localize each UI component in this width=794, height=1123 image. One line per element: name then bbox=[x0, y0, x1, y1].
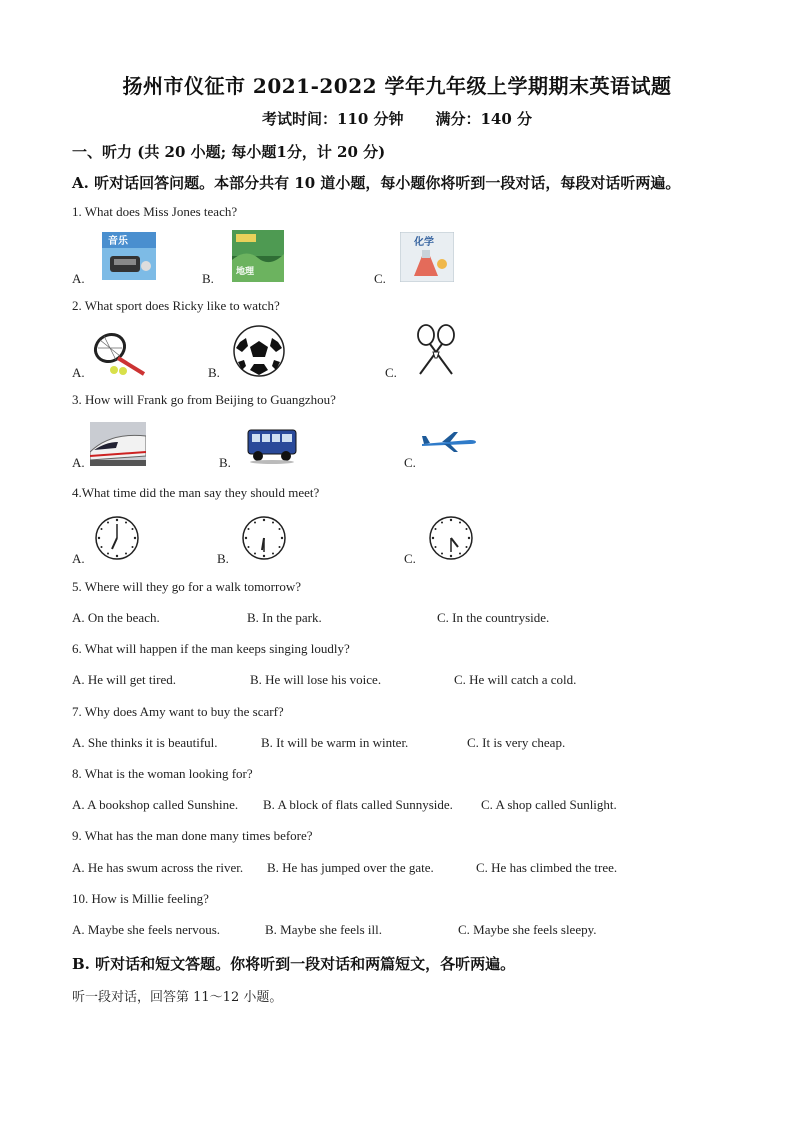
question-1: 1. What does Miss Jones teach? bbox=[72, 204, 238, 219]
part-b-instructions: B. 听对话和短文答题。你将听到一段对话和两篇短文，各听两遍。 bbox=[72, 955, 516, 973]
page-title: 扬州市仪征市 2021-2022 学年九年级上学期期末英语试题 bbox=[122, 74, 672, 98]
option-10b: B. Maybe she feels ill. bbox=[265, 922, 382, 937]
tennis-racket-icon bbox=[92, 330, 148, 382]
option-2b: B. bbox=[208, 365, 220, 380]
option-7a: A. She thinks it is beautiful. bbox=[72, 735, 218, 750]
option-1c: C. bbox=[374, 271, 386, 286]
option-8a: A. A bookshop called Sunshine. bbox=[72, 797, 239, 812]
question-9: 9. What has the man done many times before? bbox=[72, 828, 313, 843]
option-5a: A. On the beach. bbox=[72, 610, 160, 625]
bus-icon bbox=[246, 426, 298, 468]
question-3: 3. How will Frank go from Beijing to Guangzhou? bbox=[72, 392, 336, 407]
option-9c: C. He has climbed the tree. bbox=[476, 860, 618, 875]
question-5: 5. Where will they go for a walk tomorrow? bbox=[72, 579, 301, 594]
option-1a: A. bbox=[72, 271, 85, 286]
exam-time: 考试时间：110 分钟 bbox=[261, 110, 404, 128]
book-label: 地理 bbox=[236, 267, 255, 277]
book-label: 音乐 bbox=[108, 236, 128, 247]
option-2c: C. bbox=[385, 365, 397, 380]
option-8c: C. A shop called Sunlight. bbox=[481, 797, 617, 812]
question-7: 7. Why does Amy want to buy the scarf? bbox=[72, 704, 284, 719]
option-8b: B. A block of flats called Sunnyside. bbox=[263, 797, 453, 812]
question-2: 2. What sport does Ricky like to watch? bbox=[72, 298, 280, 313]
geography-textbook-icon bbox=[232, 230, 284, 286]
option-3b: B. bbox=[219, 455, 231, 470]
option-6c: C. He will catch a cold. bbox=[454, 672, 577, 687]
option-7b: B. It will be warm in winter. bbox=[261, 735, 409, 750]
option-6b: B. He will lose his voice. bbox=[250, 672, 382, 687]
clock-icon bbox=[241, 515, 287, 565]
chemistry-textbook-icon bbox=[400, 232, 454, 286]
option-10a: A. Maybe she feels nervous. bbox=[72, 922, 221, 937]
book-label: 化学 bbox=[414, 237, 434, 248]
section-heading: 一、听力 (共 20 小题; 每小题1分，计 20 分) bbox=[72, 143, 386, 161]
option-7c: C. It is very cheap. bbox=[467, 735, 566, 750]
option-1b: B. bbox=[202, 271, 214, 286]
option-9b: B. He has jumped over the gate. bbox=[267, 860, 434, 875]
question-4: 4.What time did the man say they should meet? bbox=[72, 485, 320, 500]
option-3c: C. bbox=[404, 455, 416, 470]
option-6a: A. He will get tired. bbox=[72, 672, 176, 687]
part-b-note: 听一段对话，回答第 11～12 小题。 bbox=[72, 990, 283, 1005]
high-speed-train-icon bbox=[90, 422, 146, 470]
exam-info bbox=[0, 108, 794, 129]
question-10: 10. How is Millie feeling? bbox=[72, 891, 209, 906]
clock-icon bbox=[94, 515, 140, 565]
clock-icon bbox=[428, 515, 474, 565]
badminton-rackets-icon bbox=[414, 324, 458, 380]
option-9a: A. He has swum across the river. bbox=[72, 860, 244, 875]
soccer-ball-icon bbox=[232, 324, 286, 382]
question-6: 6. What will happen if the man keeps singing loudly? bbox=[72, 641, 350, 656]
question-8: 8. What is the woman looking for? bbox=[72, 766, 253, 781]
airplane-icon bbox=[420, 430, 478, 458]
option-5b: B. In the park. bbox=[247, 610, 322, 625]
option-5c: C. In the countryside. bbox=[437, 610, 550, 625]
option-4c: C. bbox=[404, 551, 416, 566]
option-2a: A. bbox=[72, 365, 85, 380]
music-textbook-icon bbox=[102, 232, 156, 284]
exam-score: 满分：140 分 bbox=[435, 110, 533, 128]
part-a-instructions: A. 听对话回答问题。本部分共有 10 道小题，每小题你将听到一段对话，每段对话听两遍。 bbox=[72, 174, 681, 192]
option-10c: C. Maybe she feels sleepy. bbox=[458, 922, 597, 937]
option-4a: A. bbox=[72, 551, 85, 566]
option-3a: A. bbox=[72, 455, 85, 470]
option-4b: B. bbox=[217, 551, 229, 566]
